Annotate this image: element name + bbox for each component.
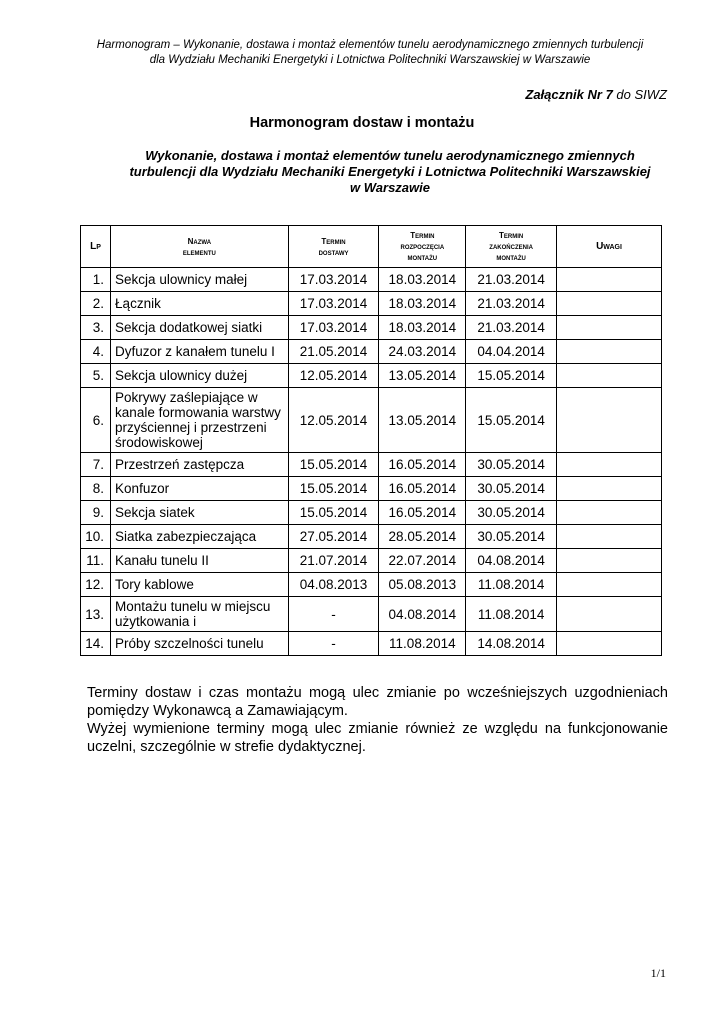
subtitle-line-3: w Warszawie (350, 180, 430, 195)
notes-cell (557, 292, 662, 316)
row-number: 12. (81, 573, 111, 597)
table-row (81, 364, 662, 388)
end-date: 15.05.2014 (466, 388, 557, 453)
table-row (81, 597, 662, 632)
row-number: 4. (81, 340, 111, 364)
element-name: Próby szczelności tunelu (111, 632, 289, 656)
row-number: 7. (81, 453, 111, 477)
column-header-end: Termin zakończenia montażu (466, 226, 557, 268)
header-line-1: Harmonogram – Wykonanie, dostawa i montaż elementów tunelu aerodynamicznego zmiennych turbulencji (96, 39, 644, 51)
table-row (81, 292, 662, 316)
notes-cell (557, 388, 662, 453)
end-date: 14.08.2014 (466, 632, 557, 656)
notes-cell (557, 549, 662, 573)
note-paragraph-1: Terminy dostaw i czas montażu mogą ulec zmianie po wcześniejszych uzgodnieniach pomiędzy Wykonawcą a Zamawiającym. (87, 685, 668, 719)
start-date: 13.05.2014 (379, 388, 466, 453)
end-date: 30.05.2014 (466, 453, 557, 477)
table-row (81, 573, 662, 597)
notes-cell (557, 268, 662, 292)
start-date: 28.05.2014 (379, 525, 466, 549)
end-date: 21.03.2014 (466, 268, 557, 292)
row-number: 2. (81, 292, 111, 316)
header-line-2: dla Wydziału Mechaniki Energetyki i Lotnictwa Politechniki Warszawskiej w Warszawie (149, 54, 591, 66)
document-subtitle (110, 148, 670, 196)
end-date: 11.08.2014 (466, 573, 557, 597)
start-date: 18.03.2014 (379, 292, 466, 316)
delivery-date: - (288, 597, 379, 632)
element-name: Sekcja siatek (111, 501, 289, 525)
end-date: 30.05.2014 (466, 501, 557, 525)
start-date: 16.05.2014 (379, 477, 466, 501)
end-date: 30.05.2014 (466, 525, 557, 549)
notes-cell (557, 501, 662, 525)
row-number: 13. (81, 597, 111, 632)
page-number: 1/1 (650, 966, 666, 980)
end-date: 15.05.2014 (466, 364, 557, 388)
note-paragraph-2: Wyżej wymienione terminy mogą ulec zmianie również ze względu na funkcjonowanie uczelni, szczególnie w strefie dydaktycznej. (87, 721, 668, 755)
attachment-number: Załącznik Nr 7 (525, 87, 613, 102)
element-name: Łącznik (111, 292, 289, 316)
delivery-date: 15.05.2014 (288, 453, 379, 477)
subtitle-line-2: turbulencji dla Wydziału Mechaniki Energetyki i Lotnictwa Politechniki Warszawskiej (129, 164, 651, 179)
running-header (60, 38, 680, 68)
table-row (81, 477, 662, 501)
start-date: 11.08.2014 (379, 632, 466, 656)
row-number: 11. (81, 549, 111, 573)
table-row (81, 340, 662, 364)
element-name: Sekcja dodatkowej siatki (111, 316, 289, 340)
element-name: Konfuzor (111, 477, 289, 501)
element-name: Pokrywy zaślepiające w kanale formowania warstwy przyściennej i przestrzeni środowiskowej (111, 388, 289, 453)
delivery-date: 21.07.2014 (288, 549, 379, 573)
delivery-date: - (288, 632, 379, 656)
row-number: 6. (81, 388, 111, 453)
start-date: 16.05.2014 (379, 453, 466, 477)
notes-cell (557, 364, 662, 388)
element-name: Dyfuzor z kanałem tunelu I (111, 340, 289, 364)
element-name: Tory kablowe (111, 573, 289, 597)
table-row (81, 268, 662, 292)
row-number: 1. (81, 268, 111, 292)
delivery-date: 04.08.2013 (288, 573, 379, 597)
row-number: 9. (81, 501, 111, 525)
element-name: Przestrzeń zastępcza (111, 453, 289, 477)
delivery-date: 15.05.2014 (288, 501, 379, 525)
notes-cell (557, 316, 662, 340)
end-date: 11.08.2014 (466, 597, 557, 632)
delivery-date: 27.05.2014 (288, 525, 379, 549)
row-number: 3. (81, 316, 111, 340)
start-date: 22.07.2014 (379, 549, 466, 573)
attachment-suffix: do SIWZ (612, 87, 667, 102)
attachment-label (525, 87, 667, 102)
schedule-table (80, 225, 662, 656)
table-row (81, 453, 662, 477)
row-number: 14. (81, 632, 111, 656)
table-row (81, 632, 662, 656)
row-number: 8. (81, 477, 111, 501)
end-date: 04.08.2014 (466, 549, 557, 573)
end-date: 21.03.2014 (466, 316, 557, 340)
start-date: 13.05.2014 (379, 364, 466, 388)
start-date: 18.03.2014 (379, 268, 466, 292)
element-name: Kanału tunelu II (111, 549, 289, 573)
notes-cell (557, 597, 662, 632)
column-header-lp: Lp (81, 226, 111, 268)
table-row (81, 501, 662, 525)
delivery-date: 17.03.2014 (288, 292, 379, 316)
column-header-start: Termin rozpoczęcia montażu (379, 226, 466, 268)
delivery-date: 12.05.2014 (288, 388, 379, 453)
row-number: 5. (81, 364, 111, 388)
table-row (81, 549, 662, 573)
start-date: 18.03.2014 (379, 316, 466, 340)
delivery-date: 21.05.2014 (288, 340, 379, 364)
column-header-delivery: Termin dostawy (288, 226, 379, 268)
closing-note (87, 684, 668, 756)
element-name: Sekcja ulownicy dużej (111, 364, 289, 388)
end-date: 04.04.2014 (466, 340, 557, 364)
notes-cell (557, 453, 662, 477)
table-row (81, 388, 662, 453)
start-date: 16.05.2014 (379, 501, 466, 525)
table-row (81, 316, 662, 340)
notes-cell (557, 573, 662, 597)
subtitle-line-1: Wykonanie, dostawa i montaż elementów tunelu aerodynamicznego zmiennych (145, 148, 635, 163)
notes-cell (557, 525, 662, 549)
notes-cell (557, 340, 662, 364)
start-date: 04.08.2014 (379, 597, 466, 632)
column-header-notes: Uwagi (557, 226, 662, 268)
element-name: Sekcja ulownicy małej (111, 268, 289, 292)
element-name: Montażu tunelu w miejscu użytkowania i (111, 597, 289, 632)
start-date: 05.08.2013 (379, 573, 466, 597)
document-title: Harmonogram dostaw i montażu (249, 115, 475, 131)
element-name: Siatka zabezpieczająca (111, 525, 289, 549)
delivery-date: 12.05.2014 (288, 364, 379, 388)
notes-cell (557, 477, 662, 501)
table-row (81, 525, 662, 549)
column-header-name: Nazwa elementu (111, 226, 289, 268)
end-date: 30.05.2014 (466, 477, 557, 501)
delivery-date: 15.05.2014 (288, 477, 379, 501)
table-header-row (81, 226, 662, 268)
notes-cell (557, 632, 662, 656)
end-date: 21.03.2014 (466, 292, 557, 316)
start-date: 24.03.2014 (379, 340, 466, 364)
delivery-date: 17.03.2014 (288, 316, 379, 340)
delivery-date: 17.03.2014 (288, 268, 379, 292)
row-number: 10. (81, 525, 111, 549)
